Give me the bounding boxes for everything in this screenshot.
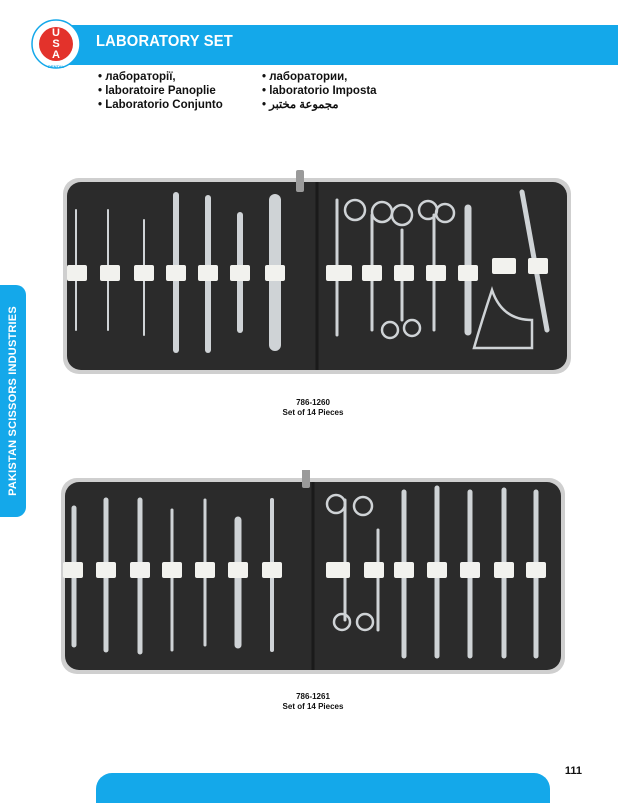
product-description: Set of 14 Pieces <box>282 702 344 711</box>
side-tab-label: PAKISTAN SCISSORS INDUSTRIES <box>7 306 19 496</box>
page-title: LABORATORY SET <box>96 33 233 50</box>
product-image-786-1260 <box>62 170 572 375</box>
translation-line: • лабораторії, <box>98 71 176 83</box>
product-code: 786-1261 <box>296 692 330 701</box>
logo-ring-text: DENTAL <box>48 64 64 69</box>
usa-dental-logo <box>30 18 82 70</box>
logo-letter-a: A <box>52 49 60 61</box>
product-image-786-1261 <box>60 470 566 675</box>
page-number: 111 <box>564 765 582 777</box>
footer-bar <box>96 773 550 803</box>
translations-col-2 <box>262 70 377 112</box>
translation-line: • лаборатории, <box>262 71 348 83</box>
translation-line: • laboratoire Panoplie <box>98 85 216 97</box>
product-code: 786-1260 <box>296 398 330 407</box>
product-caption-1 <box>0 398 618 418</box>
translations-col-1 <box>98 70 223 112</box>
logo-letter-u: U <box>52 27 60 39</box>
logo-letter-s: S <box>52 38 60 50</box>
translation-line: • Laboratorio Conjunto <box>98 99 223 111</box>
translation-line: • laboratorio Imposta <box>262 85 377 97</box>
product-caption-2 <box>0 692 618 712</box>
translation-line: • مجموعة مختبر <box>262 99 339 111</box>
product-description: Set of 14 Pieces <box>282 408 344 417</box>
